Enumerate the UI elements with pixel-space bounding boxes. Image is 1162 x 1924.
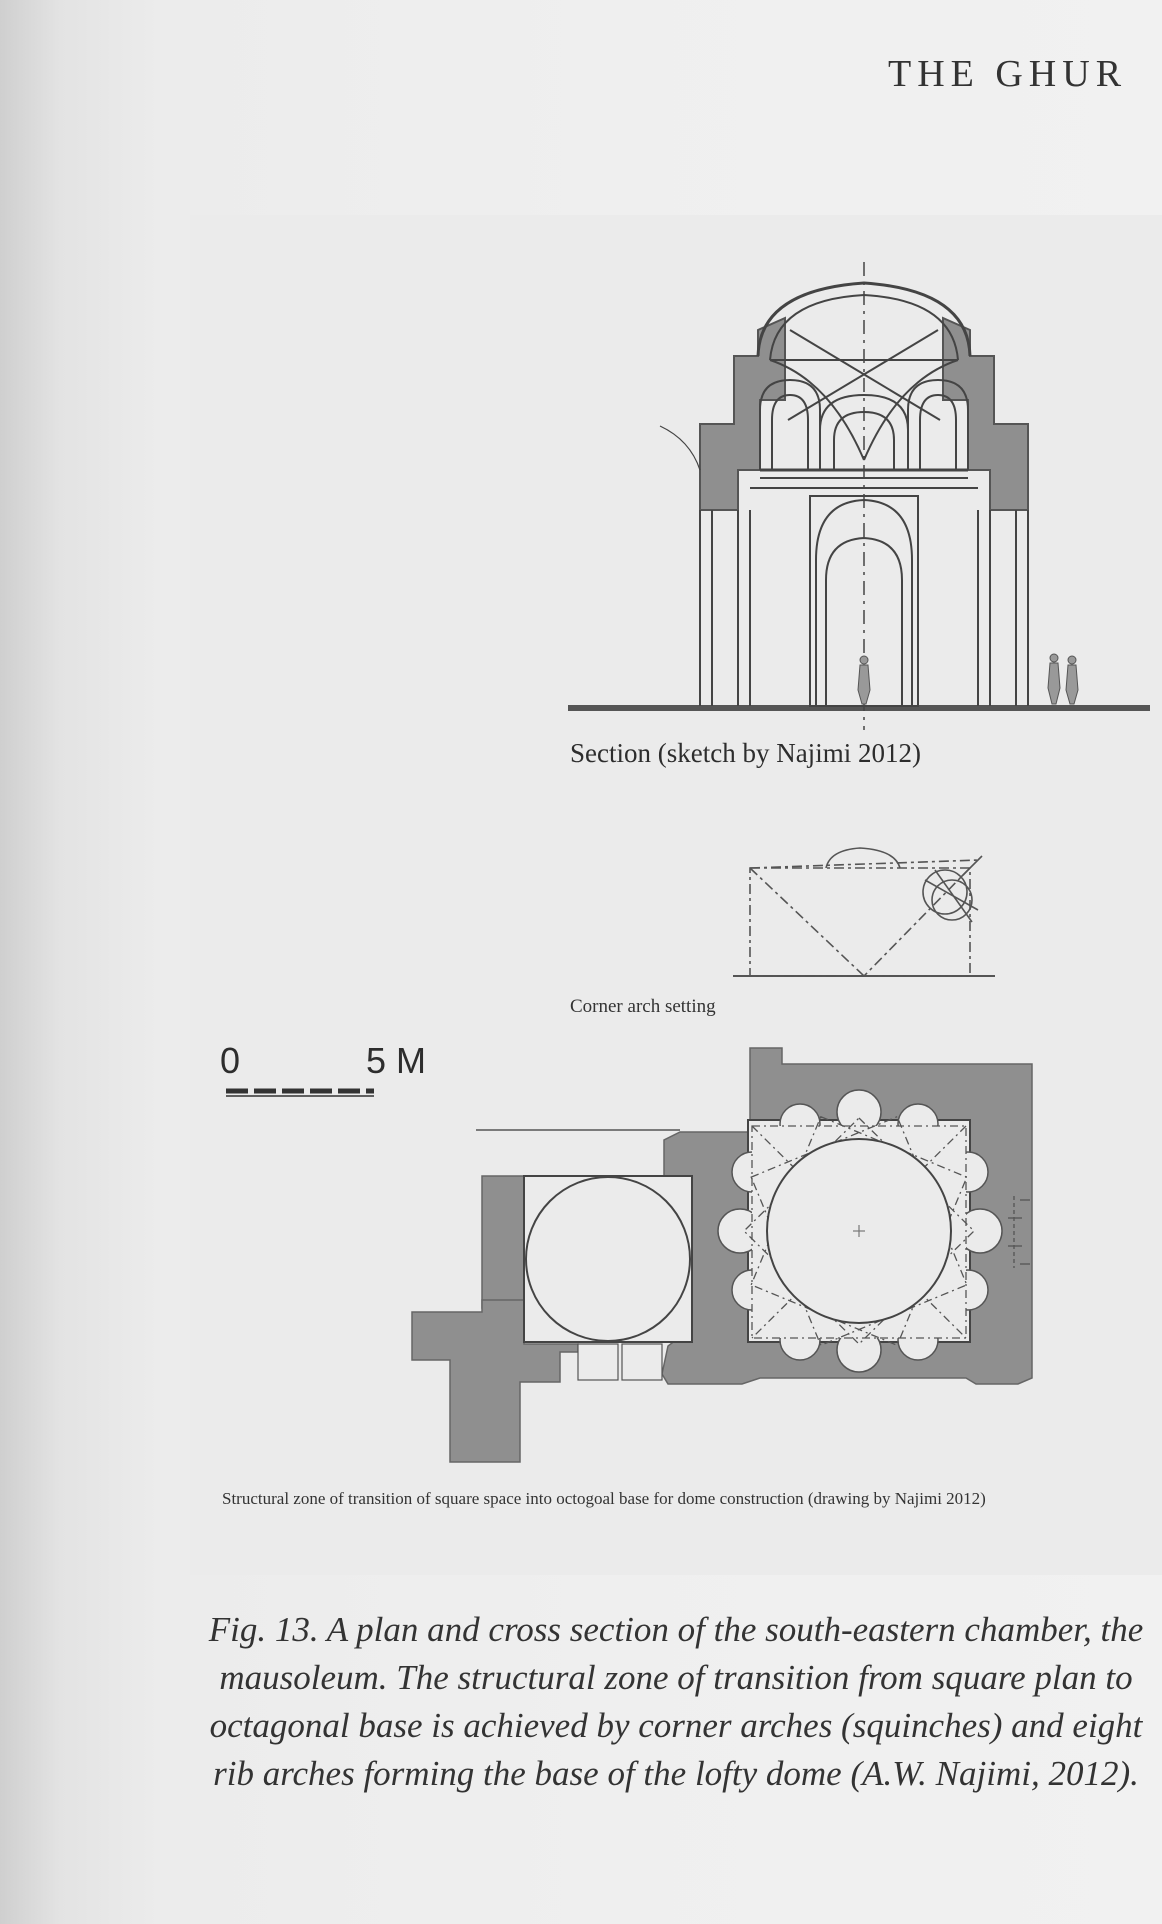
plan-drawing (412, 1048, 1032, 1462)
corner-arch-caption: Corner arch setting (570, 996, 716, 1017)
section-drawing (568, 262, 1150, 730)
running-head: THE GHUR (888, 53, 1128, 95)
plan-caption: Structural zone of transition of square space into octogoal base for dome construction (drawing by Najimi 2012) (222, 1489, 986, 1508)
corner-arch-diagram (733, 848, 995, 976)
scale-bar (226, 1091, 374, 1096)
scale-five-label: 5 M (366, 1040, 427, 1081)
figure-caption: Fig. 13. A plan and cross section of the south-eastern chamber, the mausoleum. The structural zone of transition from square plan to octagonal base is achieved by corner arches (squinches) and eight rib arches forming the base of the lofty dome (A.W. Najimi, 2012). (208, 1610, 1144, 1793)
scale-zero-label: 0 (220, 1040, 241, 1081)
section-caption: Section (sketch by Najimi 2012) (570, 738, 921, 768)
human-figure (858, 654, 1078, 704)
